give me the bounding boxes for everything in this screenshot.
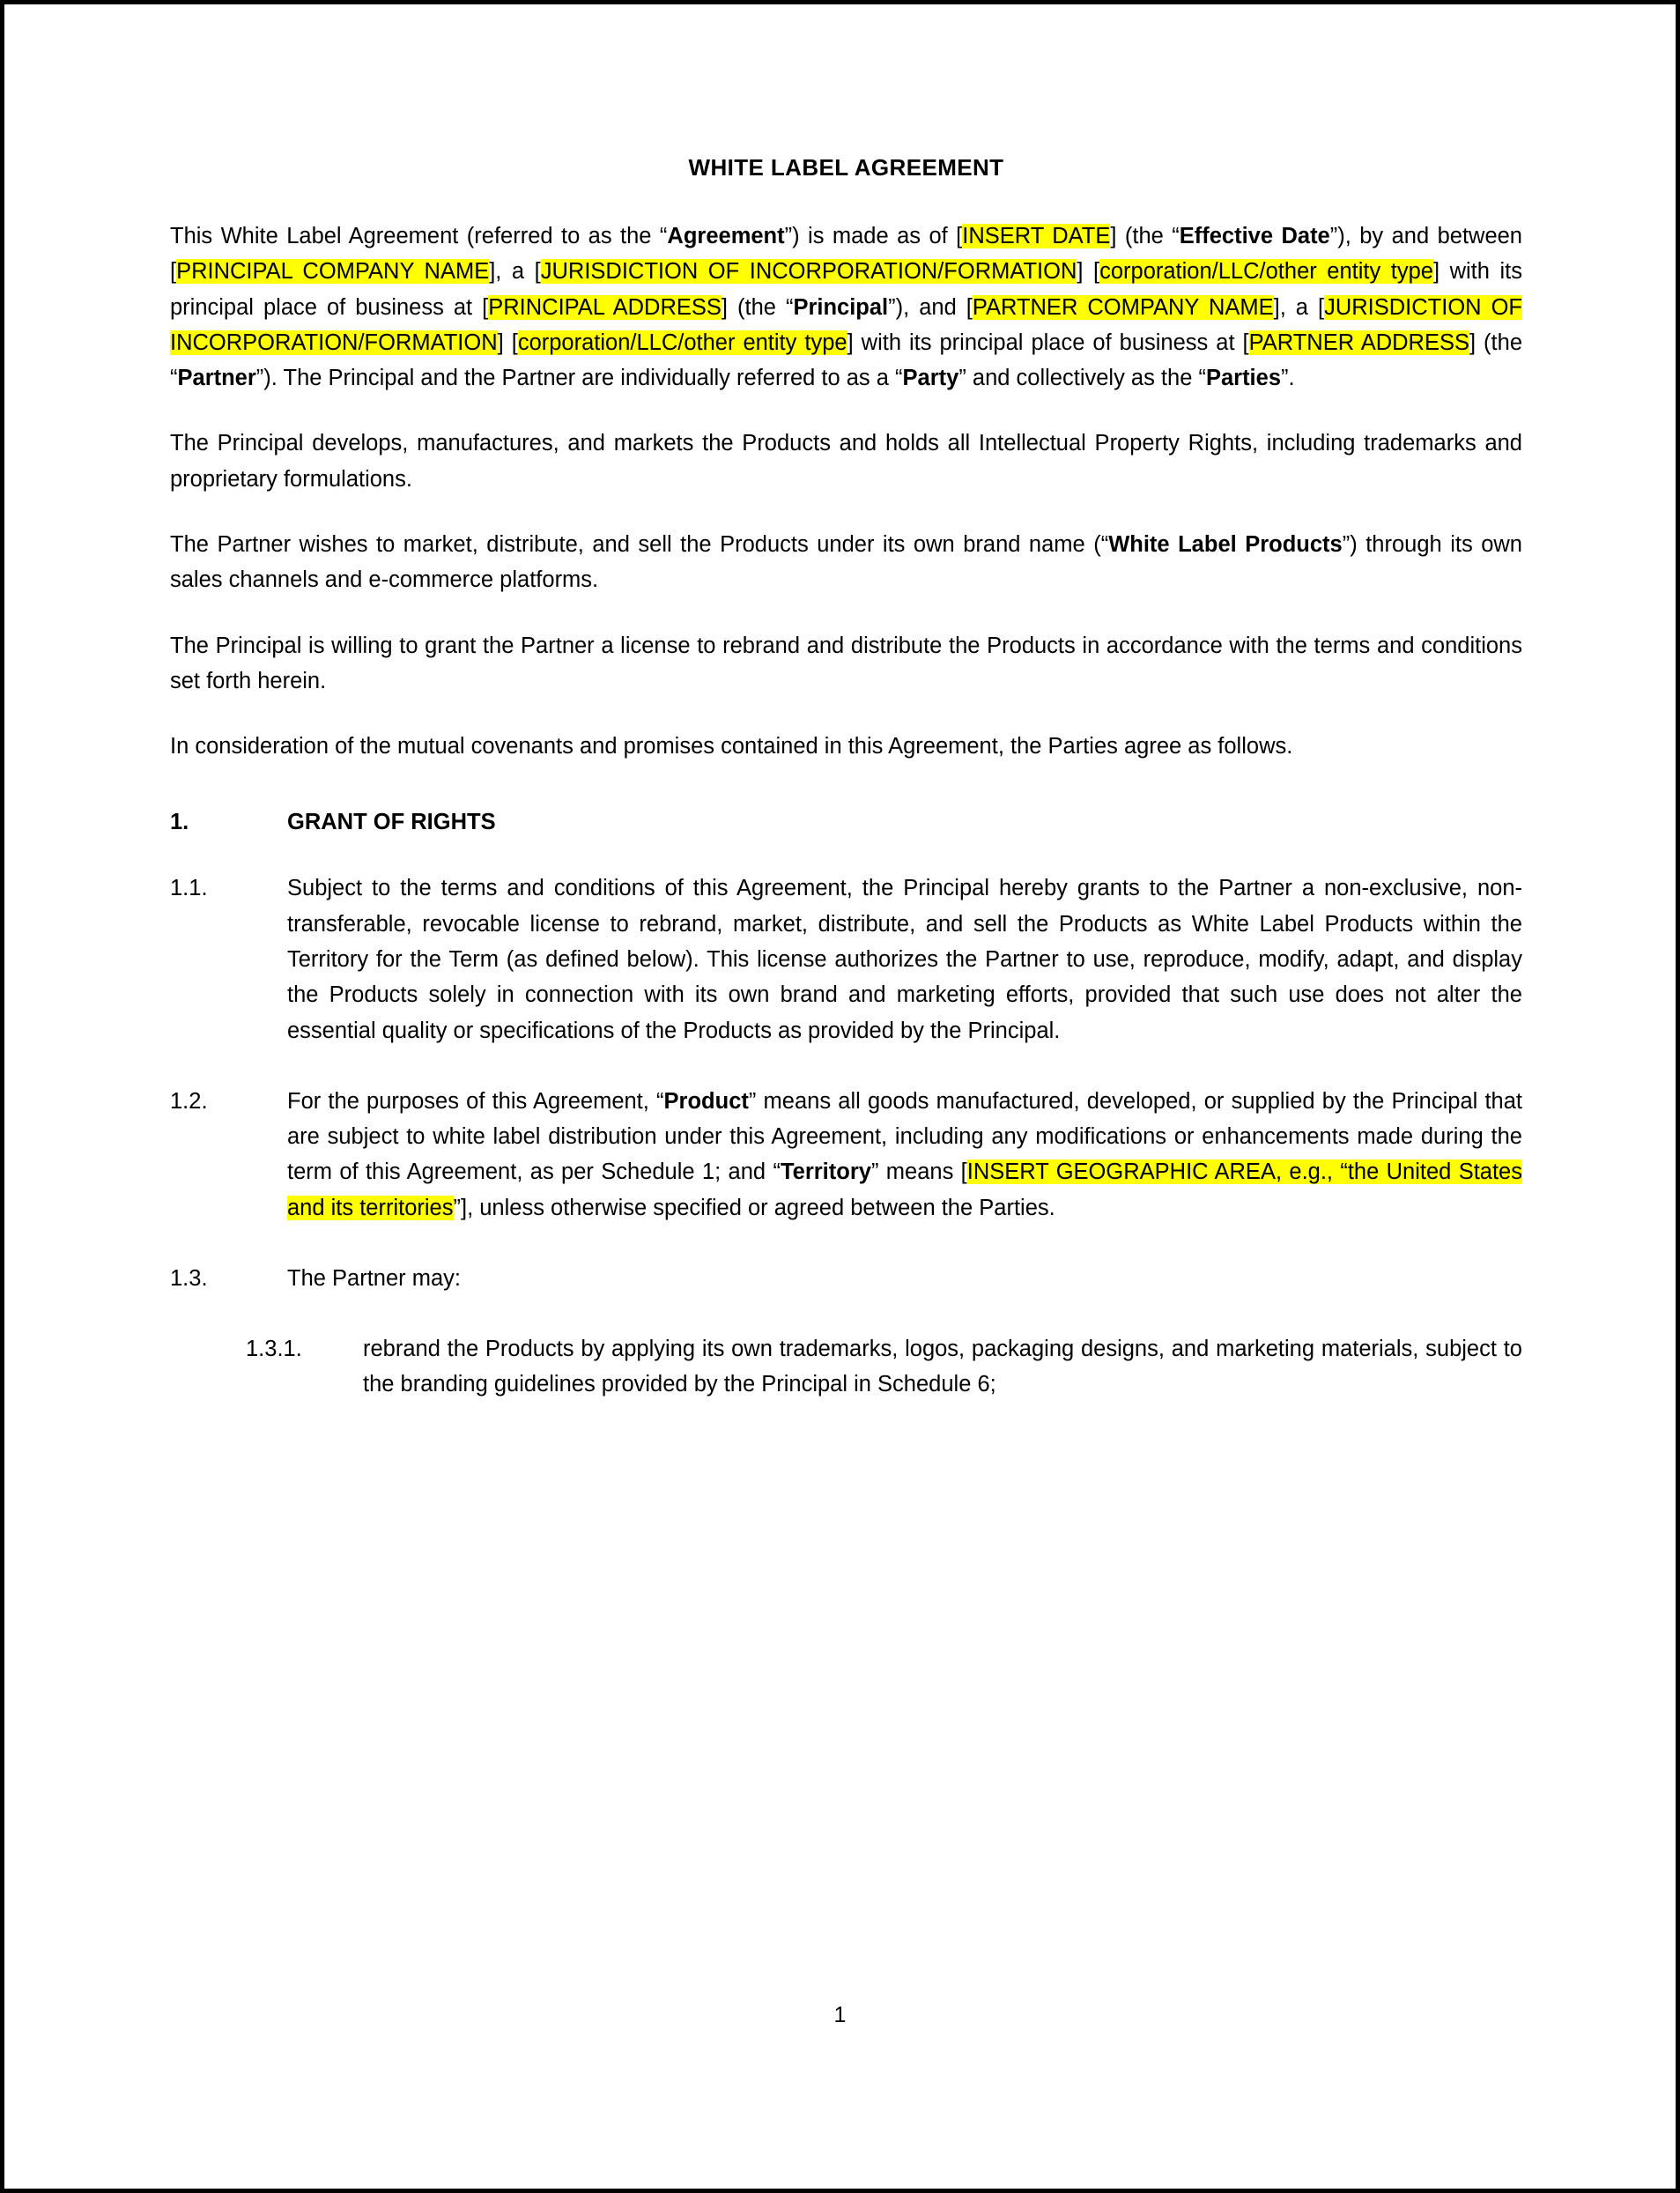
clause-1-3 [170, 1261, 1522, 1296]
recital-text-2: ”) through its own sales channels and e-commerce platforms. [170, 531, 1522, 593]
clause-text [287, 1084, 1522, 1226]
placeholder-principal-jurisdiction: JURISDICTION OF INCORPORATION/FORMATION [540, 259, 1077, 285]
preamble-text-15: ” and collectively as the “ [958, 366, 1206, 391]
subclause-text: rebrand the Products by applying its own trademarks, logos, packaging designs, and marketing materials, subject to the branding guidelines provided by the Principal in Schedule 6; [363, 1337, 1522, 1397]
page-number: 1 [833, 2003, 847, 2027]
clause-number: 1.3. [170, 1265, 208, 1291]
preamble-text-14: ”). The Principal and the Partner are individually referred to as a “ [255, 366, 903, 391]
recital-principal-products: The Principal develops, manufactures, and markets the Products and holds all Intellectual Property Rights, including trademarks and proprietary formulations. [170, 431, 1522, 492]
recital-text-1: The Partner wishes to market, distribute, and sell the Products under its own brand name (“ [170, 531, 1109, 557]
placeholder-insert-date: INSERT DATE [962, 224, 1111, 248]
placeholder-partner-company-name: PARTNER COMPANY NAME [972, 294, 1274, 320]
placeholder-partner-entity-type: corporation/LLC/other entity type [517, 330, 847, 355]
preamble-text-6: ] [ [1077, 259, 1100, 285]
recital-consideration: In consideration of the mutual covenants and promises contained in this Agreement, the Parties agree as follows. [170, 734, 1293, 759]
section-title: GRANT OF RIGHTS [287, 810, 496, 835]
clause-text-3: ” means [ [870, 1159, 967, 1185]
clause-text: Subject to the terms and conditions of this Agreement, the Principal hereby grants to the Partner a non-exclusive, non-transferable, revocable license to rebrand, market, distribute, and sell the Products as White Label Products within the Territory for the Term (as defined below). This license authorizes the Partner to use, reproduce, modify, adapt, and display the Products solely in connection with its own brand and marketing efforts, provided that such use does not alter the essential quality or specifications of the Products as provided by the Principal. [287, 876, 1522, 1043]
preamble-text-7: ] with its principal place of business at [ [170, 259, 1522, 320]
preamble-text-5: ], a [ [489, 259, 541, 285]
term-principal: Principal [793, 294, 889, 320]
placeholder-principal-address: PRINCIPAL ADDRESS [488, 294, 722, 320]
clause-number: 1.2. [170, 1088, 208, 1114]
section-number: 1. [170, 810, 189, 835]
section-heading-grant-of-rights [170, 810, 1522, 835]
clause-text-4: ”], unless otherwise specified or agreed between the Parties. [453, 1195, 1055, 1220]
term-product: Product [663, 1088, 749, 1114]
term-effective-date: Effective Date [1179, 224, 1330, 248]
term-partner: Partner [177, 366, 256, 391]
recital-partner-wishes [170, 527, 1522, 598]
preamble-text-8: ] (the “ [721, 294, 794, 320]
preamble-text-2: ”) is made as of [ [784, 224, 963, 248]
preamble-text-12: ] with its principal place of business at [ [847, 330, 1249, 355]
recital-principal-willing: The Principal is willing to grant the Partner a license to rebrand and distribute the Products in accordance with the terms and conditions set forth herein. [170, 633, 1522, 693]
term-white-label-products: White Label Products [1108, 531, 1343, 557]
document-content [170, 154, 1522, 1438]
preamble-text-16: ”. [1281, 366, 1295, 391]
placeholder-partner-address: PARTNER ADDRESS [1248, 330, 1469, 355]
subclause-number: 1.3.1. [246, 1337, 302, 1362]
preamble-text-11: ] [ [497, 330, 518, 355]
placeholder-principal-entity-type: corporation/LLC/other entity type [1099, 259, 1433, 285]
placeholder-partner-jurisdiction: JURISDICTION OF INCORPORATION/FORMATION [170, 294, 1522, 355]
clause-text-1: For the purposes of this Agreement, “ [287, 1088, 664, 1114]
preamble-text-1: This White Label Agreement (referred to as the “ [170, 224, 668, 248]
clause-text: The Partner may: [287, 1265, 461, 1291]
preamble-text-13: ] (the “ [170, 330, 1522, 391]
term-agreement: Agreement [667, 224, 785, 248]
preamble-text-9: ”), and [ [888, 294, 973, 320]
term-party: Party [902, 366, 959, 391]
clause-number: 1.1. [170, 876, 208, 901]
page-title: WHITE LABEL AGREEMENT [688, 154, 1004, 181]
preamble-text-4: ”), by and between [ [170, 224, 1522, 285]
preamble-paragraph-parties [170, 219, 1522, 396]
term-parties: Parties [1205, 366, 1282, 391]
term-territory: Territory [780, 1159, 871, 1185]
preamble-text-10: ], a [ [1273, 294, 1325, 320]
preamble-text-3: ] (the “ [1110, 224, 1180, 248]
clause-1-1 [170, 871, 1522, 1048]
placeholder-principal-company-name: PRINCIPAL COMPANY NAME [176, 259, 490, 285]
placeholder-geographic-area: INSERT GEOGRAPHIC AREA, e.g., “the United States and its territories [287, 1159, 1522, 1220]
clause-1-2 [170, 1084, 1522, 1226]
subclause-1-3-1 [170, 1331, 1522, 1403]
clause-text-2: ” means all goods manufactured, developed, or supplied by the Principal that are subject to white label distribution under this Agreement, including any modifications or enhancements made during the term of this Agreement, as per Schedule 1; and “ [287, 1088, 1522, 1185]
